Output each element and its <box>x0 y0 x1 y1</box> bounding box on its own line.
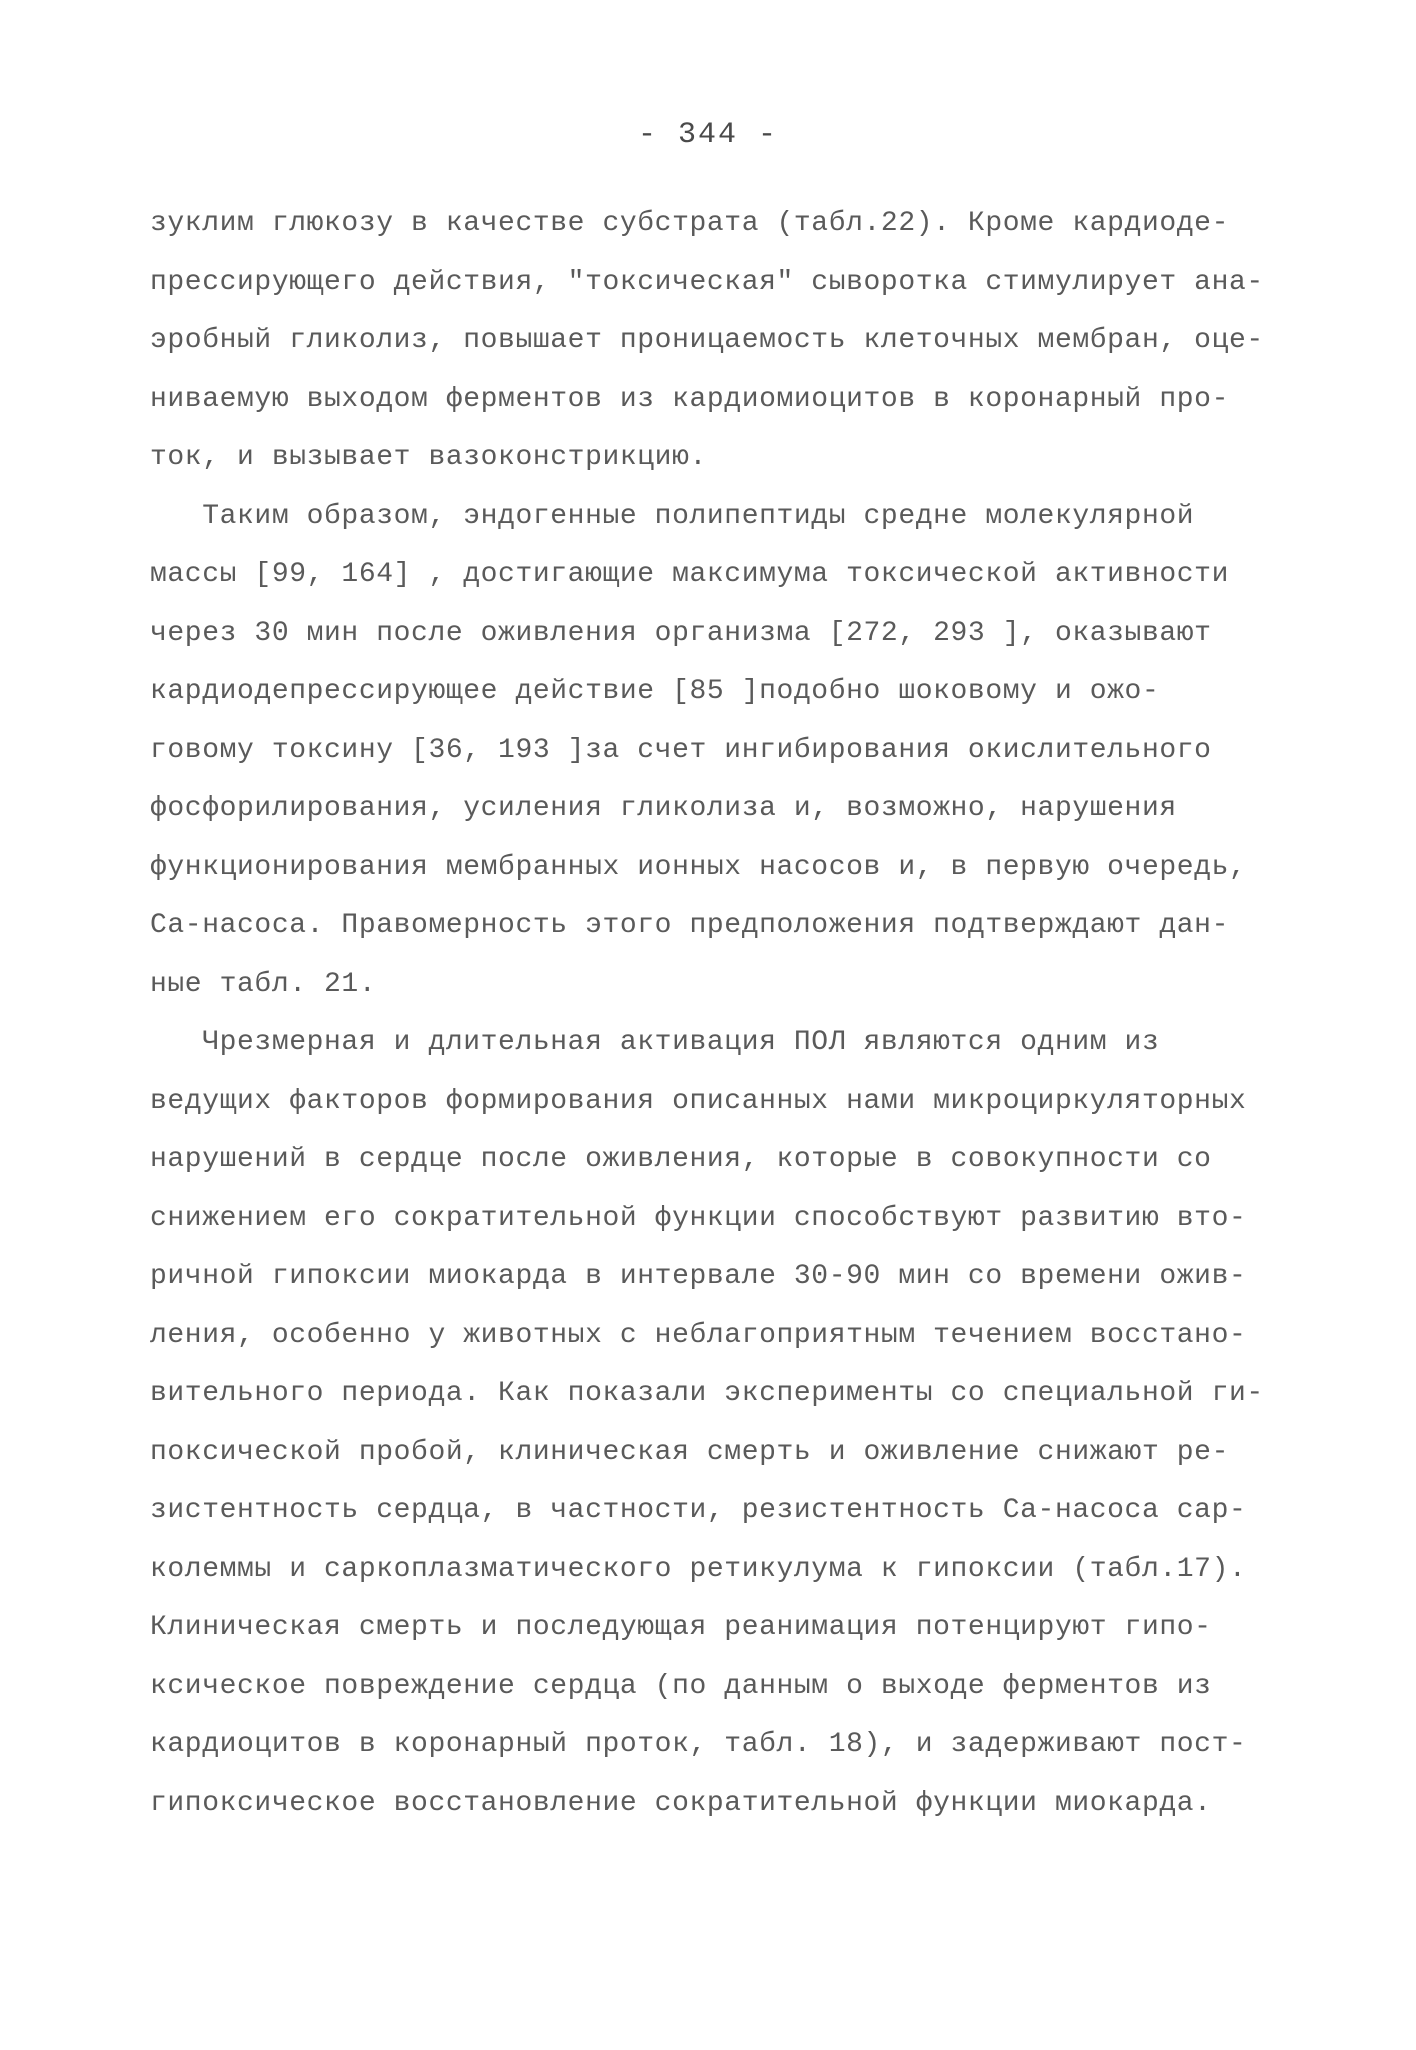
text-line: поксической пробой, клиническая смерть и оживление снижают ре- <box>150 1436 1229 1468</box>
text-line: кардиоцитов в коронарный проток, табл. 18), и задерживают пост- <box>150 1729 1247 1760</box>
text-line: ниваемую выходом ферментов из кардиомиоцитов в коронарный про- <box>150 383 1229 415</box>
text-line: ток, и вызывает вазоконстрикцию. <box>150 442 707 473</box>
body-text <box>150 195 1300 1833</box>
text-line: ведущих факторов формирования описанных нами микроциркуляторных <box>150 1085 1247 1117</box>
text-line: массы [99, 164] , достигающие максимума токсической активности <box>150 559 1229 590</box>
text-line: ксическое повреждение сердца (по данным о выходе ферментов из <box>150 1670 1212 1702</box>
text-line: Таким образом, эндогенные полипептиды средне молекулярной <box>150 500 1195 532</box>
text-line: зуклим глюкозу в качестве субстрата (табл.22). Кроме кардиоде- <box>150 208 1229 239</box>
text-line: зистентность сердца, в частности, резистентность Ca-насоса сар- <box>150 1495 1247 1526</box>
page-number: - 344 - <box>637 118 779 152</box>
text-line: ления, особенно у животных с неблагоприятным течением восстано- <box>150 1319 1247 1351</box>
text-line: Клиническая смерть и последующая реанимация потенцируют гипо- <box>150 1612 1212 1643</box>
text-line: вительного периода. Как показали эксперименты со специальной ги- <box>150 1378 1264 1409</box>
text-line: ные табл. 21. <box>150 968 377 1000</box>
text-line: говому токсину [36, 193 ]за счет ингибирования окислительного <box>150 734 1212 766</box>
text-line: нарушений в сердце после оживления, которые в совокупности со <box>150 1144 1212 1175</box>
text-line: гипоксическое восстановление сократительной функции миокарда. <box>150 1787 1212 1819</box>
text-line: колеммы и саркоплазматического ретикулума к гипоксии (табл.17). <box>150 1553 1247 1585</box>
text-line: ричной гипоксии миокарда в интервале 30-90 мин со времени ожив- <box>150 1261 1247 1292</box>
text-line: снижением его сократительной функции способствуют развитию вто- <box>150 1202 1247 1234</box>
text-line: через 30 мин после оживления организма [272, 293 ], оказывают <box>150 617 1212 649</box>
text-line: прессирующего действия, "токсическая" сыворотка стимулирует ана- <box>150 266 1264 298</box>
text-line: Ca-насоса. Правомерность этого предположения подтверждают дан- <box>150 910 1229 941</box>
text-line: фосфорилирования, усиления гликолиза и, возможно, нарушения <box>150 793 1177 824</box>
text-line: Чрезмерная и длительная активация ПОЛ являются одним из <box>150 1027 1160 1058</box>
text-line: эробный гликолиз, повышает проницаемость клеточных мембран, оце- <box>150 325 1264 356</box>
text-line: функционирования мембранных ионных насосов и, в первую очередь, <box>150 851 1247 883</box>
text-line: кардиодепрессирующее действие [85 ]подобно шоковому и ожо- <box>150 676 1160 707</box>
